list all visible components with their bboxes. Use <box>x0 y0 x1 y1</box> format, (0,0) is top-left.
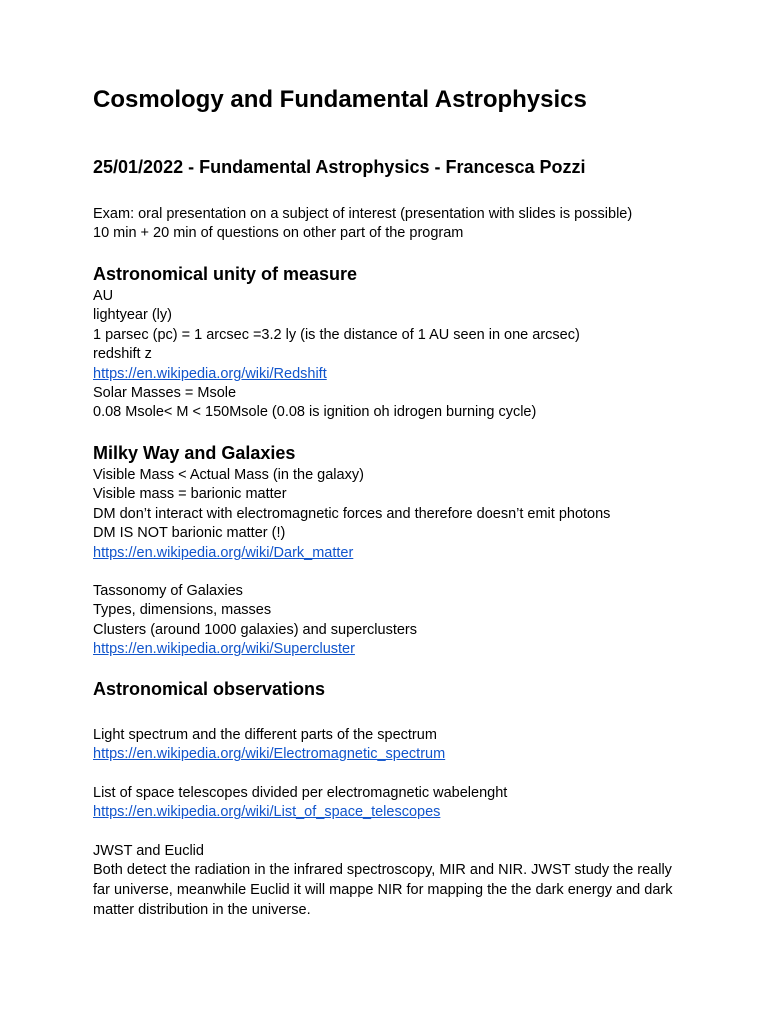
link-redshift[interactable]: https://en.wikipedia.org/wiki/Redshift <box>93 365 327 382</box>
section-heading-units: Astronomical unity of measure <box>93 264 358 284</box>
observations-jwst-euclid <box>93 842 683 920</box>
section-milky-way-body <box>93 466 610 563</box>
exam-line: 10 min + 20 min of questions on other part of the program <box>93 225 464 242</box>
text-line: DM IS NOT barionic matter (!) <box>93 525 286 542</box>
link-space-telescopes[interactable]: https://en.wikipedia.org/wiki/List_of_space_telescopes <box>93 804 441 821</box>
section-heading-observations: Astronomical observations <box>93 679 326 699</box>
text-line: Light spectrum and the different parts of the spectrum <box>93 727 437 743</box>
text-line: Visible Mass < Actual Mass (in the galaxy) <box>93 467 364 483</box>
text-line: Visible mass = barionic matter <box>93 486 287 503</box>
text-line: 0.08 Msole< M < 150Msole (0.08 is ignition oh idrogen burning cycle) <box>93 404 537 421</box>
text-line: AU <box>93 288 114 304</box>
text-line: JWST and Euclid <box>93 843 204 859</box>
text-line: DM don’t interact with electromagnetic forces and therefore doesn’t emit photons <box>93 505 611 522</box>
paragraph: Both detect the radiation in the infrared spectroscopy, MIR and NIR. JWST study the really far universe, meanwhile Euclid it will mappe NIR for mapping the the dark energy and dark matter distribution in the universe. <box>93 862 673 918</box>
text-line: Types, dimensions, masses <box>93 602 272 619</box>
text-line: 1 parsec (pc) = 1 arcsec =3.2 ly (is the distance of 1 AU seen in one arcsec) <box>93 326 580 343</box>
observations-telescopes <box>93 784 507 823</box>
section-units-body <box>93 287 580 423</box>
link-electromagnetic-spectrum[interactable]: https://en.wikipedia.org/wiki/Electromagnetic_spectrum <box>93 746 446 763</box>
link-supercluster[interactable]: https://en.wikipedia.org/wiki/Supercluster <box>93 641 355 658</box>
text-line: Tassonomy of Galaxies <box>93 583 243 599</box>
session-subtitle: 25/01/2022 - Fundamental Astrophysics - Francesca Pozzi <box>93 157 586 177</box>
text-line: Clusters (around 1000 galaxies) and superclusters <box>93 621 418 638</box>
text-line: redshift z <box>93 346 152 363</box>
exam-info <box>93 205 632 244</box>
exam-line: Exam: oral presentation on a subject of interest (presentation with slides is possible) <box>93 206 633 222</box>
text-line: List of space telescopes divided per electromagnetic wabelenght <box>93 785 508 801</box>
link-dark-matter[interactable]: https://en.wikipedia.org/wiki/Dark_matter <box>93 544 354 561</box>
document-title: Cosmology and Fundamental Astrophysics <box>93 86 587 113</box>
section-galaxies-body <box>93 582 417 660</box>
text-line: lightyear (ly) <box>93 307 172 324</box>
section-heading-milky-way: Milky Way and Galaxies <box>93 443 296 463</box>
text-line: Solar Masses = Msole <box>93 384 237 401</box>
observations-spectrum <box>93 726 445 765</box>
